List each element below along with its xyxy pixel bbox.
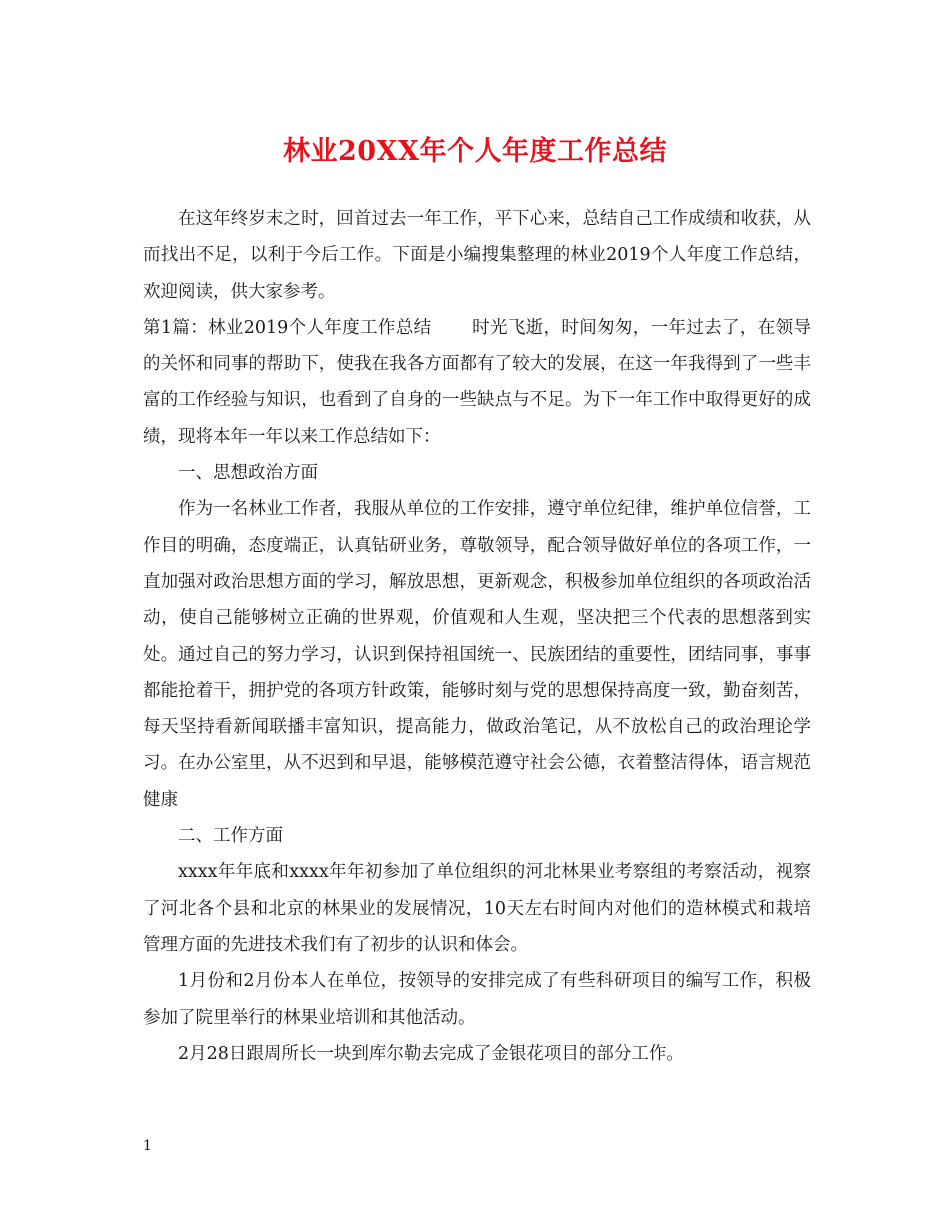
chapter-heading: 第1篇：林业2019个人年度工作总结	[143, 317, 432, 338]
section2-paragraph-1: xxxx年年底和xxxx年年初参加了单位组织的河北林果业考察组的考察活动，视察了河北各个县和北京的林果业的发展情况，10天左右时间内对他们的造林模式和栽培管理方面的先进技术我们有了初步的认识和体会。	[143, 862, 811, 955]
chapter-intro: 时光飞逝，时间匆匆，一年过去了，在领导的关怀和同事的帮助下，使我在我各方面都有了较大的发展，在这一年我得到了一些丰富的工作经验与知识，也看到了自身的一些缺点与不足。为下一年工作中取得更好的成绩，现将本年一年以来工作总结如下：	[143, 317, 811, 447]
section2-paragraph-3: 2月28日跟周所长一块到库尔勒去完成了金银花项目的部分工作。	[178, 1043, 684, 1064]
section1-body: 作为一名林业工作者，我服从单位的工作安排，遵守单位纪律，维护单位信誉，工作目的明确，态度端正，认真钻研业务，尊敬领导，配合领导做好单位的各项工作，一直加强对政治思想方面的学习，解放思想，更新观念，积极参加单位组织的各项政治活动，使自己能够树立正确的世界观，价值观和人生观，坚决把三个代表的思想落到实处。通过自己的努力学习，认识到保持祖国统一、民族团结的重要性，团结同事，事事都能抢着干，拥护党的各项方针政策，能够时刻与党的思想保持高度一致，勤奋刻苦，每天坚持看新闻联播丰富知识，提高能力，做政治笔记，从不放松自己的政治理论学习。在办公室里，从不迟到和早退，能够模范遵守社会公德，衣着整洁得体，语言规范健康	[143, 499, 811, 810]
section2-paragraph-2: 1月份和2月份本人在单位，按领导的安排完成了有些科研项目的编写工作，积极参加了院里举行的林果业培训和其他活动。	[143, 971, 811, 1028]
page-number: 1	[143, 1138, 152, 1154]
chapter-paragraph	[143, 310, 811, 455]
document-title: 林业20XX年个人年度工作总结	[283, 136, 667, 167]
document-body	[143, 201, 811, 1072]
intro-paragraph: 在这年终岁末之时，回首过去一年工作，平下心来，总结自己工作成绩和收获，从而找出不足，以利于今后工作。下面是小编搜集整理的林业2019个人年度工作总结，欢迎阅读，供大家参考。	[143, 209, 811, 302]
section2-heading: 二、工作方面	[178, 826, 283, 847]
section1-heading: 一、思想政治方面	[178, 463, 318, 484]
